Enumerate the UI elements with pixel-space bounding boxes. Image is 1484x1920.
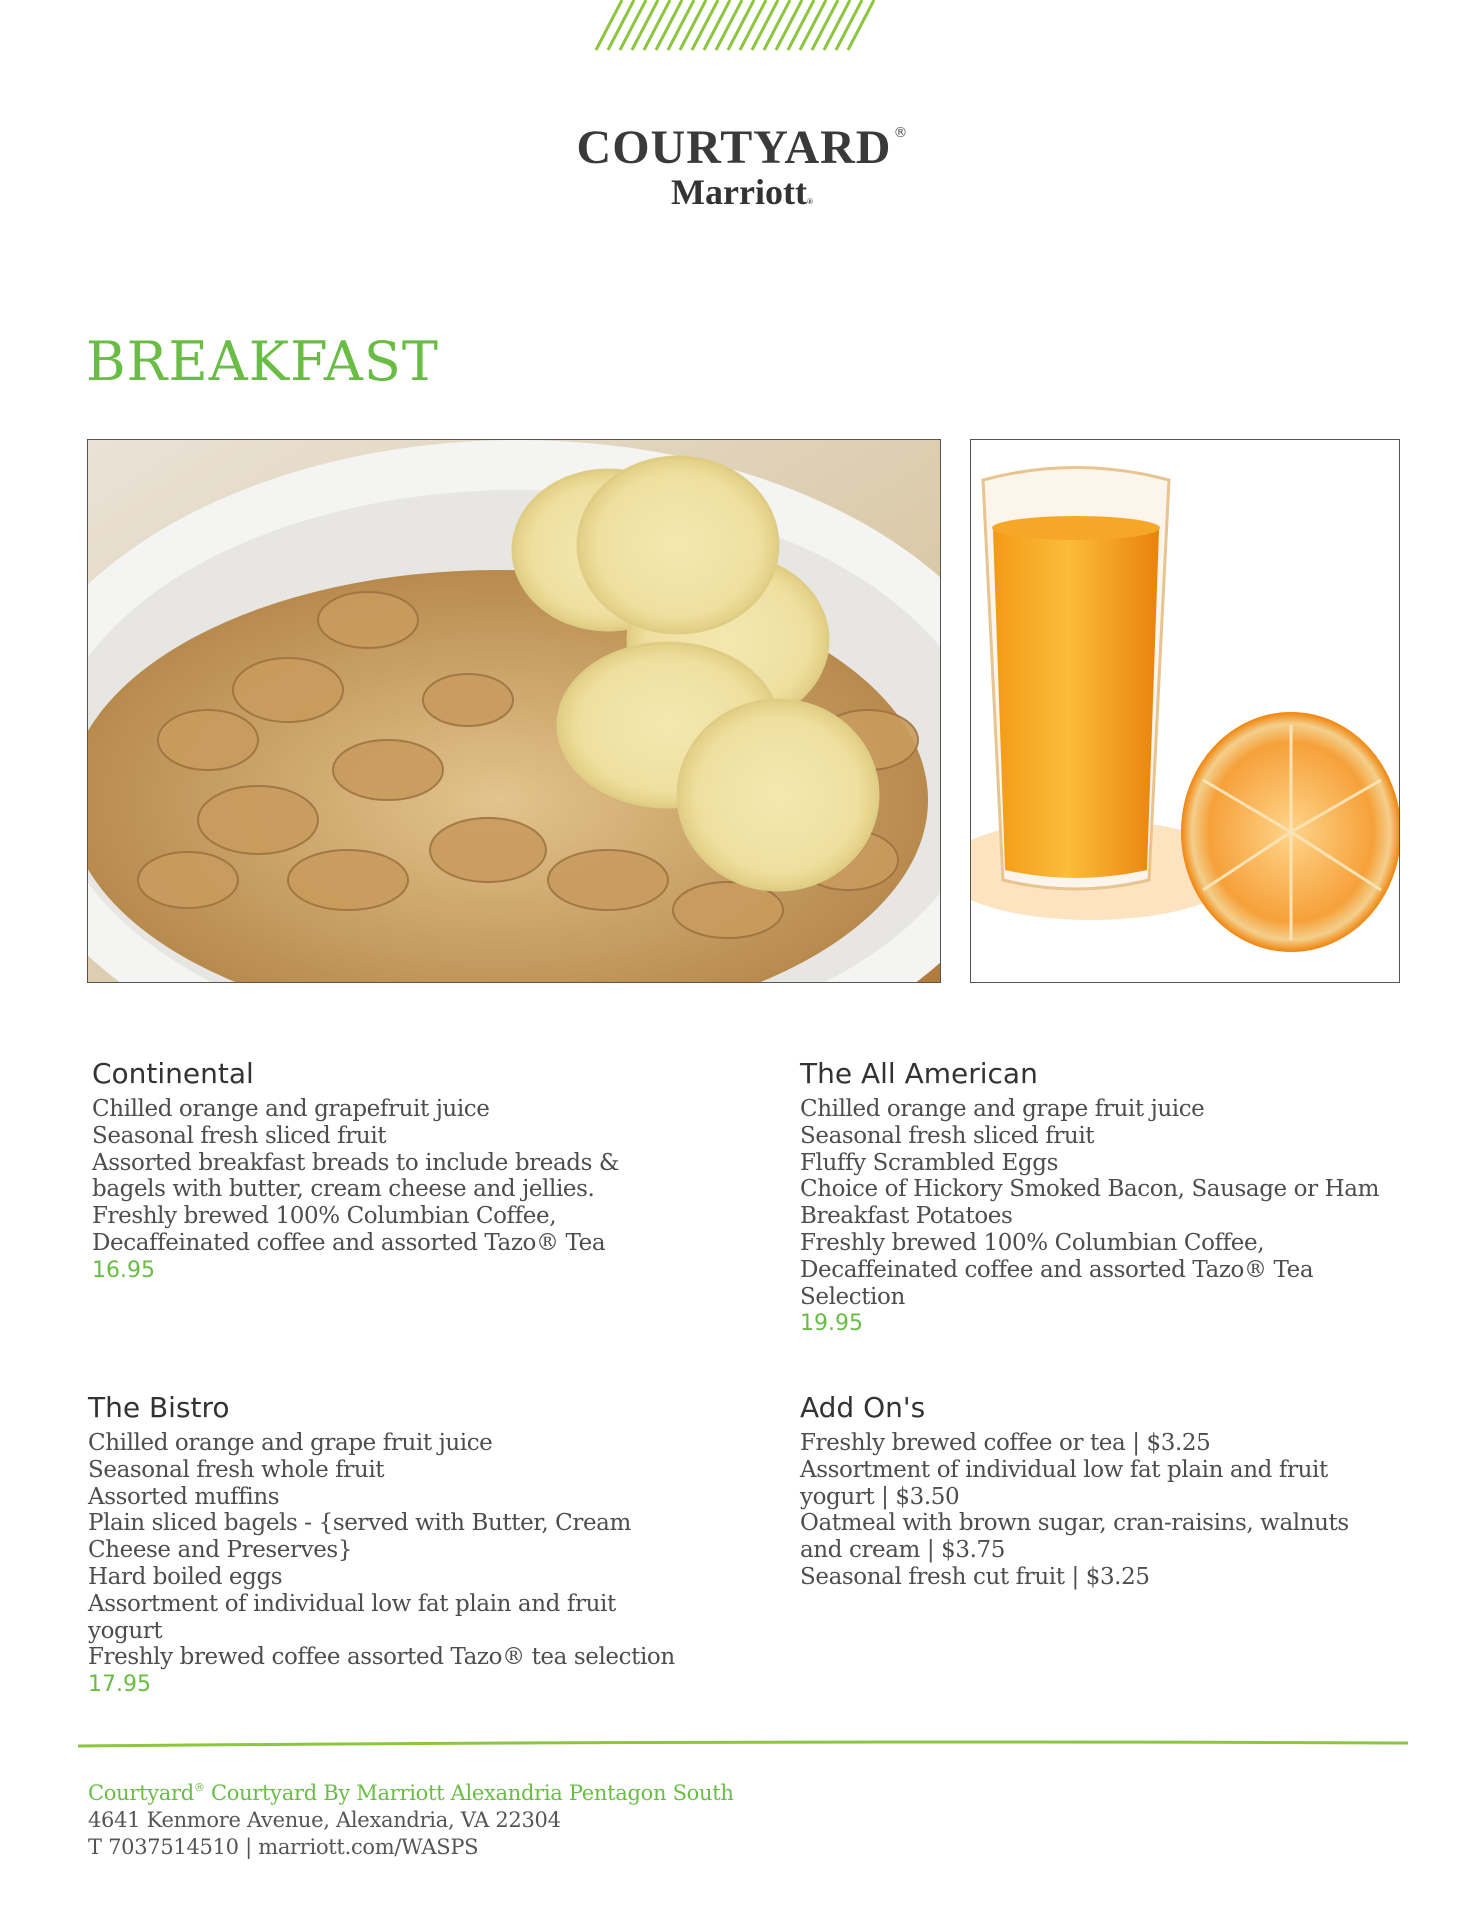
menu-item: Assortment of individual low fat plain and fruit xyxy=(88,1590,616,1617)
footer-hotel-name: Courtyard® Courtyard By Marriott Alexandria Pentagon South xyxy=(88,1781,734,1805)
courtyard-marriott-logo xyxy=(0,120,1484,213)
menu-item: Assorted muffins xyxy=(88,1483,280,1510)
section-add-ons xyxy=(800,1390,1420,1591)
menu-item: Choice of Hickory Smoked Bacon, Sausage or Ham xyxy=(800,1176,1380,1203)
menu-item: Seasonal fresh whole fruit xyxy=(88,1456,385,1483)
menu-item: Selection xyxy=(800,1283,905,1310)
menu-item: Assorted breakfast breads to include breads & xyxy=(92,1149,620,1176)
menu-item: Freshly brewed 100% Columbian Coffee, xyxy=(92,1203,557,1230)
footer-address: 4641 Kenmore Avenue, Alexandria, VA 22304 xyxy=(88,1808,561,1832)
cereal-with-banana-image xyxy=(87,439,941,983)
price: 16.95 xyxy=(92,1257,155,1283)
menu-item: Plain sliced bagels - {served with Butter, Cream xyxy=(88,1510,631,1537)
price: 19.95 xyxy=(800,1311,863,1337)
menu-item: Freshly brewed coffee or tea | $3.25 xyxy=(800,1430,1211,1456)
logo-wordmark: COURTYARD xyxy=(576,121,892,174)
menu-item: Breakfast Potatoes xyxy=(800,1203,1013,1230)
menu-item: Chilled orange and grape fruit juice xyxy=(800,1096,1205,1122)
logo-marriott-registered: ® xyxy=(806,197,813,206)
menu-item: Freshly brewed 100% Columbian Coffee, xyxy=(800,1229,1265,1256)
menu-item: Oatmeal with brown sugar, cran-raisins, walnuts xyxy=(800,1510,1349,1537)
logo-registered-mark: ® xyxy=(893,125,908,141)
section-continental xyxy=(92,1056,692,1285)
menu-item: Decaffeinated coffee and assorted Tazo® Tea xyxy=(800,1256,1314,1283)
section-all-american xyxy=(800,1056,1420,1338)
section-title: The Bistro xyxy=(88,1391,230,1424)
menu-item: Chilled orange and grape fruit juice xyxy=(88,1430,493,1456)
menu-item: Freshly brewed coffee assorted Tazo® tea selection xyxy=(88,1644,675,1671)
menu-item: yogurt xyxy=(88,1617,163,1644)
price: 17.95 xyxy=(88,1672,151,1698)
footer-contact: T 7037514510 | marriott.com/WASPS xyxy=(88,1835,479,1859)
menu-item: yogurt | $3.50 xyxy=(800,1483,960,1510)
orange-juice-image xyxy=(970,439,1400,983)
menu-item: Seasonal fresh sliced fruit xyxy=(92,1122,387,1149)
page-title: BREAKFAST xyxy=(86,330,439,393)
menu-item: bagels with butter, cream cheese and jellies. xyxy=(92,1176,595,1203)
footer-divider xyxy=(78,1740,1408,1748)
menu-item: Fluffy Scrambled Eggs xyxy=(800,1149,1058,1176)
section-title: Add On's xyxy=(800,1391,926,1424)
menu-item: Chilled orange and grapefruit juice xyxy=(92,1096,490,1122)
section-title: Continental xyxy=(92,1057,254,1090)
hatch-stripes-decoration xyxy=(590,0,890,52)
menu-item: and cream | $3.75 xyxy=(800,1537,1005,1564)
menu-item: Seasonal fresh sliced fruit xyxy=(800,1122,1095,1149)
section-title: The All American xyxy=(800,1057,1038,1090)
menu-item: Cheese and Preserves} xyxy=(88,1537,353,1564)
logo-marriott: Marriott xyxy=(671,172,807,212)
menu-item: Decaffeinated coffee and assorted Tazo® Tea xyxy=(92,1229,606,1256)
menu-item: Assortment of individual low fat plain and fruit xyxy=(800,1456,1328,1483)
footer xyxy=(88,1774,734,1861)
menu-item: Hard boiled eggs xyxy=(88,1563,283,1590)
menu-item: Seasonal fresh cut fruit | $3.25 xyxy=(800,1563,1150,1590)
section-bistro xyxy=(88,1390,708,1699)
